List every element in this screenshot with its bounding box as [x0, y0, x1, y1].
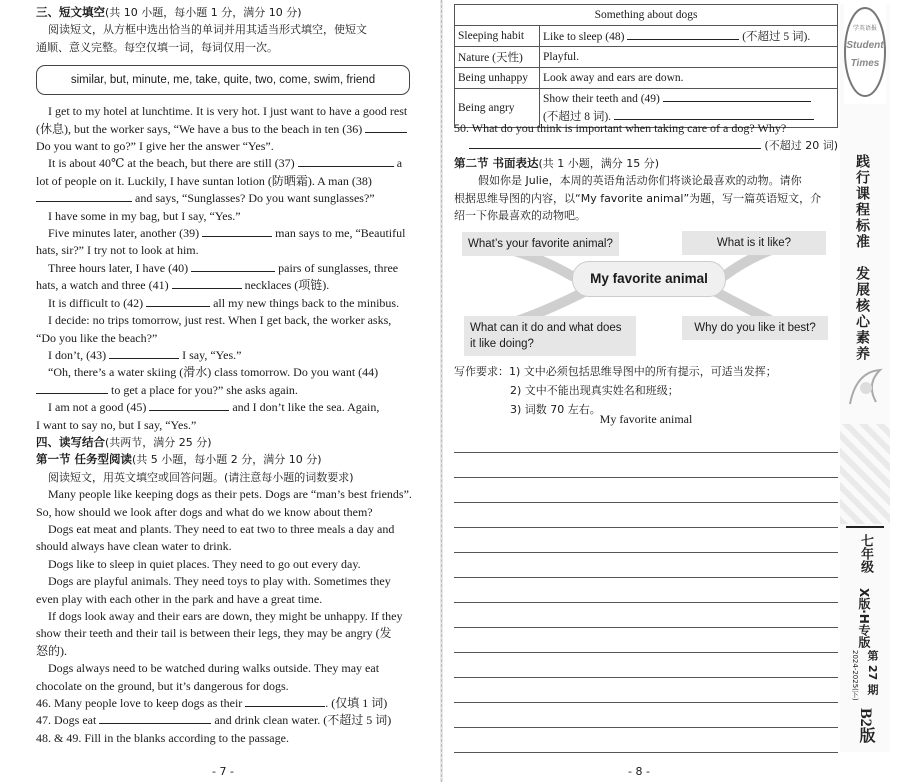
passage-text: a [396, 156, 403, 171]
writing-line[interactable] [454, 603, 838, 628]
page-7 [0, 0, 440, 782]
passage-text: pairs of sunglasses, three [278, 260, 399, 275]
passage-text: and I don’t like the sea. Again, [232, 400, 380, 415]
passage-text: (休息), but the worker says, “We have a bus to the beach in ten (36) [36, 121, 363, 136]
table-header: Something about dogs [455, 5, 838, 26]
decorative-swirl-icon [846, 364, 884, 412]
blank-40[interactable] [191, 260, 275, 272]
section4-note: (共两节，满分 25 分) [105, 435, 212, 449]
decorative-pattern [840, 424, 890, 524]
writing-line[interactable] [454, 553, 838, 578]
passage-text: Three hours later, I have (40) [48, 260, 189, 275]
section3-instruction: 阅读短文，从方框中选出恰当的单词并用其适当形式填空，使短文 [48, 23, 367, 37]
writing-line[interactable] [454, 428, 838, 453]
version-label: B2版 [857, 708, 874, 743]
left-column [36, 4, 414, 747]
passage-text: Five minutes later, another (39) [48, 226, 200, 241]
svg-text:学英语报: 学英语报 [852, 25, 878, 32]
blank-45[interactable] [149, 399, 229, 411]
page-number-7: - 7 - [212, 765, 234, 778]
passage-line: “Do you like the beach?” [36, 330, 158, 345]
answer-50-blank[interactable] [469, 137, 761, 149]
writing-line[interactable] [454, 728, 838, 753]
answer-49-blank-2[interactable] [614, 108, 814, 120]
writing-line[interactable] [454, 503, 838, 528]
question-46: 46. Many people love to keep dogs as their [36, 696, 243, 711]
page-number-8: - 8 - [628, 765, 650, 778]
section3-title: 三、短文填空 [36, 5, 105, 19]
blank-38[interactable] [36, 190, 132, 202]
svg-text:Student: Student [846, 40, 884, 51]
row-label: Being angry [455, 89, 540, 128]
blank-37[interactable] [298, 155, 394, 167]
section4-title: 四、读写结合 [36, 434, 105, 449]
answer-46-blank[interactable] [245, 695, 325, 707]
reading-line: chocolate on the ground, but it’s dangerous for dogs. [36, 678, 289, 693]
table-row [455, 47, 838, 68]
row-text: Look away and ears are down. [540, 68, 838, 89]
question-50: 50. What do you think is important when taking care of a dog? Why? [454, 121, 787, 135]
reading-line: Dogs like to sleep in quiet places. They need to go out every day. [48, 556, 361, 571]
part2-title: 第二节 书面表达 [454, 155, 539, 170]
mindmap-question-do: What can it do and what does it like doing? [464, 316, 636, 356]
blank-43[interactable] [109, 347, 179, 359]
writing-line[interactable] [454, 703, 838, 728]
question-47: 47. Dogs eat [36, 713, 97, 728]
writing-line[interactable] [454, 653, 838, 678]
writing-line[interactable] [454, 453, 838, 478]
writing-line[interactable] [454, 578, 838, 603]
row-text: Playful. [540, 47, 838, 68]
passage-line: I want to say no, but I say, “Yes.” [36, 417, 197, 432]
passage-text: hats, a watch and three (41) [36, 278, 169, 293]
slogan-literacy: 发展核心素养 [854, 266, 870, 362]
passage-line: I have some in my bag, but I say, “Yes.” [48, 208, 241, 223]
reading-line: should always have clean water to drink. [36, 539, 232, 554]
question-46-limit: . (仅填 1 词) [325, 696, 388, 711]
passage-line: I decide: no trips tomorrow, just rest. When I get back, the worker asks, [48, 313, 392, 328]
part2-instruction: 绍一下你最喜欢的动物吧。 [454, 209, 586, 223]
blank-42[interactable] [146, 295, 210, 307]
reading-line: even play with each other in the park and have a great time. [36, 591, 323, 606]
mindmap-question-why: Why do you like it best? [682, 316, 828, 340]
word-bank-box: similar, but, minute, me, take, quite, two, come, swim, friend [36, 65, 410, 95]
row-label: Being unhappy [455, 68, 540, 89]
reading-line: 怒的). [36, 643, 67, 658]
passage-text: lot of people on it. Luckily, I have suntan lotion (防晒霜). A man (38) [36, 173, 372, 188]
passage-line: “Oh, there’s a water skiing (滑水) class tomorrow. Do you want (44) [48, 365, 379, 380]
passage-text: I say, “Yes.” [182, 347, 242, 362]
essay-title: My favorite animal [599, 412, 693, 426]
row-limit: (不超过 5 词). [742, 31, 811, 43]
grade-label: 七年级 [858, 534, 873, 573]
reading-line: Dogs always need to be watched during walks outside. They may eat [48, 661, 380, 676]
passage-text: man says to me, “Beautiful [275, 226, 406, 241]
newspaper-spine [840, 4, 890, 752]
svg-text:Times: Times [850, 58, 880, 69]
reading-line: So, how should we look after dogs and what do we know about them? [36, 504, 373, 519]
reading-line: If dogs look away and their ears are down, they might be unhappy. If they [48, 609, 403, 623]
edition-label: X版·H专版 [857, 588, 871, 648]
part2-instruction: 假如你是 Julie，本周的英语角活动你们将谈论最喜欢的动物。请你 [478, 174, 802, 188]
requirement-3: 3) 词数 70 左右。 [510, 403, 601, 416]
slogan-curriculum: 践行课程标准 [854, 154, 870, 250]
part1-title: 第一节 任务型阅读 [36, 452, 133, 467]
writing-requirements [454, 362, 838, 419]
mindmap-question-like: What is it like? [682, 231, 826, 255]
writing-lines[interactable] [454, 428, 838, 753]
question-50-limit: (不超过 20 词) [764, 139, 838, 153]
page-8 [448, 0, 900, 782]
blank-36[interactable] [365, 121, 407, 133]
reading-line: Dogs eat meat and plants. They need to eat two to three meals a day and [48, 521, 395, 536]
row-label: Sleeping habit [455, 26, 540, 47]
part2-note: (共 1 小题，满分 15 分) [538, 156, 660, 170]
reading-line: Dogs are playful animals. They need toys to play with. Sometimes they [48, 574, 391, 589]
blank-44[interactable] [36, 382, 108, 394]
passage-line: Do you want to go?” I give her the answer “Yes”. [36, 139, 274, 154]
dogs-info-table [454, 4, 838, 128]
passage-text: I don’t, (43) [48, 347, 107, 362]
passage-text: and says, “Sunglasses? Do you want sunglasses?” [135, 191, 375, 206]
question-50-block [454, 120, 838, 224]
answer-47-blank[interactable] [99, 712, 211, 724]
table-row [455, 26, 838, 47]
issue-info [846, 526, 884, 754]
passage-text: to get a place for you?” she asks again. [111, 382, 298, 397]
mindmap-question-favorite: What’s your favorite animal? [462, 232, 619, 256]
row-text: Like to sleep (48) [543, 31, 625, 43]
answer-49-blank[interactable] [663, 90, 811, 102]
part2-instruction: 根据思维导图的内容，以“My favorite animal”为题，写一篇英语短文，介 [454, 191, 822, 205]
passage-line: I get to my hotel at lunchtime. It is very hot. I just want to have a good rest [48, 104, 408, 119]
writing-line[interactable] [454, 528, 838, 553]
requirement-1: 写作要求：1) 文中必须包括思维导图中的所有提示，可适当发挥； [454, 365, 777, 378]
section3-instruction-2: 通顺、意义完整。每空仅填一词，每词仅用一次。 [36, 40, 278, 54]
question-48-49: 48. & 49. Fill in the blanks according to the passage. [36, 730, 289, 745]
part1-note: (共 5 小题，每小题 2 分，满分 10 分) [132, 453, 322, 467]
brand-logo [844, 4, 886, 104]
blank-41[interactable] [172, 277, 242, 289]
row-limit: (不超过 8 词). [543, 111, 612, 123]
mindmap-center: My favorite animal [572, 261, 726, 297]
passage-text: all my new things back to the minibus. [213, 295, 400, 310]
passage-text: necklaces (项链). [244, 278, 330, 293]
requirement-2: 2) 文中不能出现真实姓名和班级； [510, 384, 679, 397]
answer-48-blank[interactable] [627, 28, 739, 40]
issue-number: 第 27 期 [866, 650, 879, 695]
writing-line[interactable] [454, 478, 838, 503]
passage-text: It is about 40℃ at the beach, but there are still (37) [48, 156, 295, 171]
student-times-logo-icon [844, 4, 886, 104]
passage-text: I am not a good (45) [48, 400, 147, 415]
mind-map [454, 226, 834, 356]
row-text: Show their teeth and (49) [543, 93, 660, 105]
blank-39[interactable] [202, 225, 272, 237]
issue-year: 2024-2025(下) [851, 650, 859, 701]
section3-note: (共 10 小题，每小题 1 分，满分 10 分) [105, 6, 302, 19]
fold-line [441, 0, 442, 782]
row-label: Nature (天性) [455, 47, 540, 68]
writing-line[interactable] [454, 678, 838, 703]
writing-line[interactable] [454, 628, 838, 653]
passage-text: It is difficult to (42) [48, 295, 144, 310]
reading-line: show their teeth and their tail is between their legs, they may be angry (发 [36, 626, 392, 641]
question-47-limit: and drink clean water. (不超过 5 词) [214, 713, 392, 728]
passage-line: hats, sir?” I try not to look at him. [36, 243, 199, 258]
part1-instruction: 阅读短文，用英文填空或回答问题。(请注意每小题的词数要求) [48, 470, 354, 484]
table-row [455, 68, 838, 89]
reading-line: Many people like keeping dogs as their pets. Dogs are “man’s best friends”. [48, 487, 412, 502]
